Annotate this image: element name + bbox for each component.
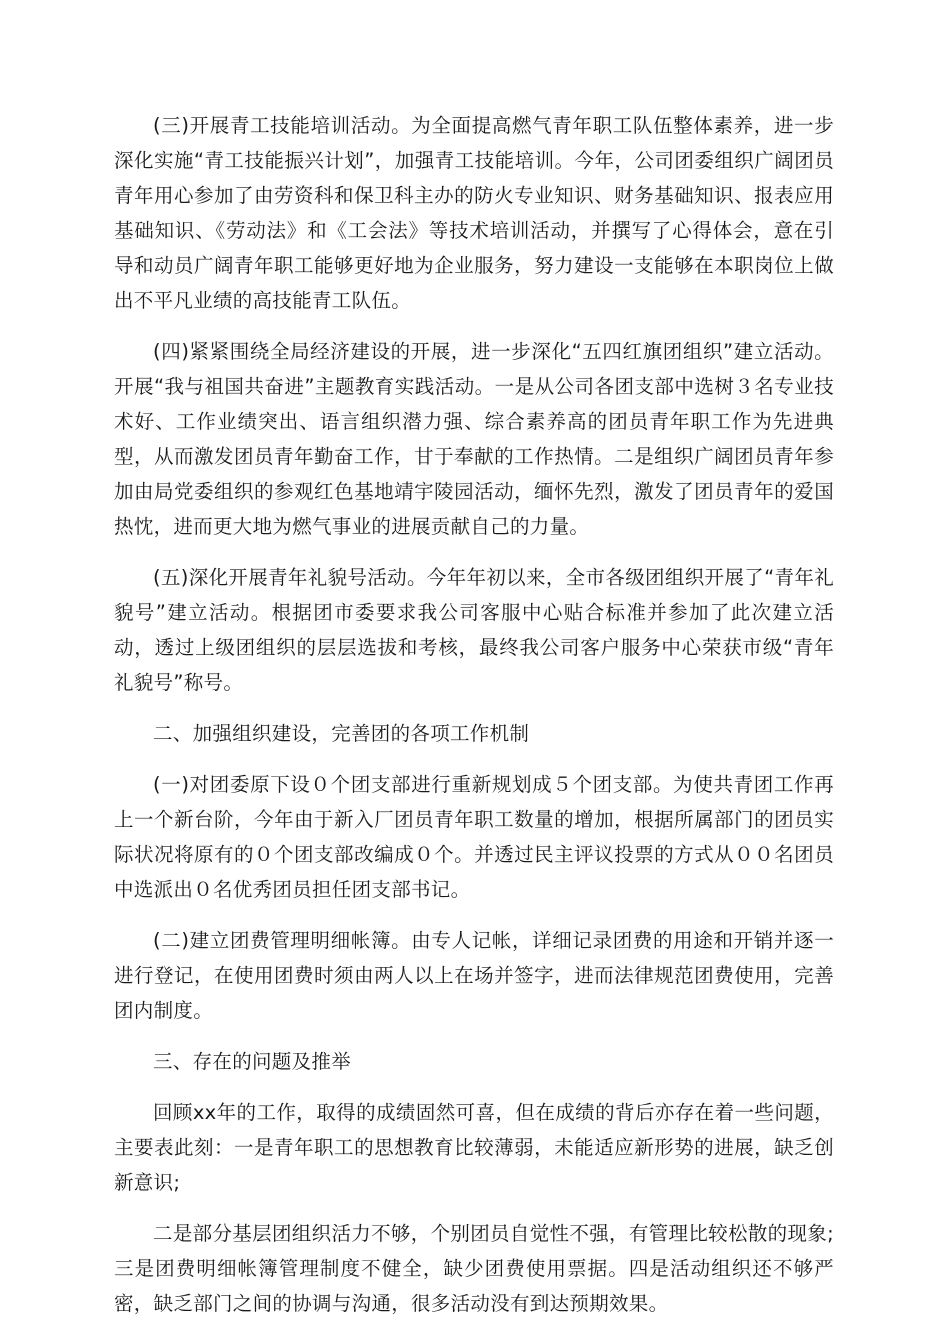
paragraph-civility-activity: (五)深化开展青年礼貌号活动。今年年初以来，全市各级团组织开展了“青年礼貌号”建立活动。根据团市委要求我公司客服中心贴合标准并参加了此次建立活动，透过上级团组织的层层选拔和考核，最终我公司客户服务中心荣获市级“青年礼貌号”称号。 bbox=[114, 566, 834, 694]
section-heading-problems: 三、存在的问题及推举 bbox=[153, 1050, 352, 1073]
paragraph-dues-ledger: (二)建立团费管理明细帐簿。由专人记帐，详细记录团费的用途和开销并逐一进行登记，在使用团费时须由两人以上在场并签字，进而法律规范团费使用，完善团内制度。 bbox=[114, 929, 834, 1022]
paragraph-skills-training: (三)开展青工技能培训活动。为全面提高燃气青年职工队伍整体素养，进一步深化实施“青工技能振兴计划”，加强青工技能培训。今年，公司团委组织广阔团员青年用心参加了由劳资科和保卫科主办的防火专业知识、财务基础知识、报表应用基础知识、《劳动法》和《工会法》等技术培训活动，并撰写了心得体会，意在引导和动员广阔青年职工能够更好地为企业服务，努力建设一支能够在本职岗位上做出不平凡业绩的高技能青工队伍。 bbox=[114, 114, 834, 312]
paragraph-branch-reorganization: (一)对团委原下设０个团支部进行重新规划成５个团支部。为使共青团工作再上一个新台阶，今年由于新入厂团员青年职工数量的增加，根据所属部门的团员实际状况将原有的０个团支部改编成０个。并透过民主评议投票的方式从００名团员中选派出０名优秀团员担任团支部书记。 bbox=[114, 773, 834, 901]
document-body bbox=[114, 108, 834, 1337]
paragraph-problems-list: 二是部分基层团组织活力不够，个别团员自觉性不强，有管理比较松散的现象;三是团费明细帐簿管理制度不健全，缺少团费使用票据。四是活动组织还不够严密，缺乏部门之间的协调与沟通，很多活动没有到达预期效果。 bbox=[114, 1222, 834, 1315]
section-heading-organization: 二、加强组织建设，完善团的各项工作机制 bbox=[153, 722, 530, 745]
paragraph-review: 回顾xx年的工作，取得的成绩固然可喜，但在成绩的背后亦存在着一些问题，主要表此刻：一是青年职工的思想教育比较薄弱，未能适应新形势的进展，缺乏创新意识; bbox=[114, 1101, 834, 1194]
paragraph-red-flag-activity: (四)紧紧围绕全局经济建设的开展，进一步深化“五四红旗团组织”建立活动。开展“我与祖国共奋进”主题教育实践活动。一是从公司各团支部中选树３名专业技术好、工作业绩突出、语言组织潜力强、综合素养高的团员青年职工作为先进典型，从而激发团员青年勤奋工作，甘于奉献的工作热情。二是组织广阔团员青年参加由局党委组织的参观红色基地靖宇陵园活动，缅怀先烈，激发了团员青年的爱国热忱，进而更大地为燃气事业的进展贡献自己的力量。 bbox=[114, 340, 834, 538]
